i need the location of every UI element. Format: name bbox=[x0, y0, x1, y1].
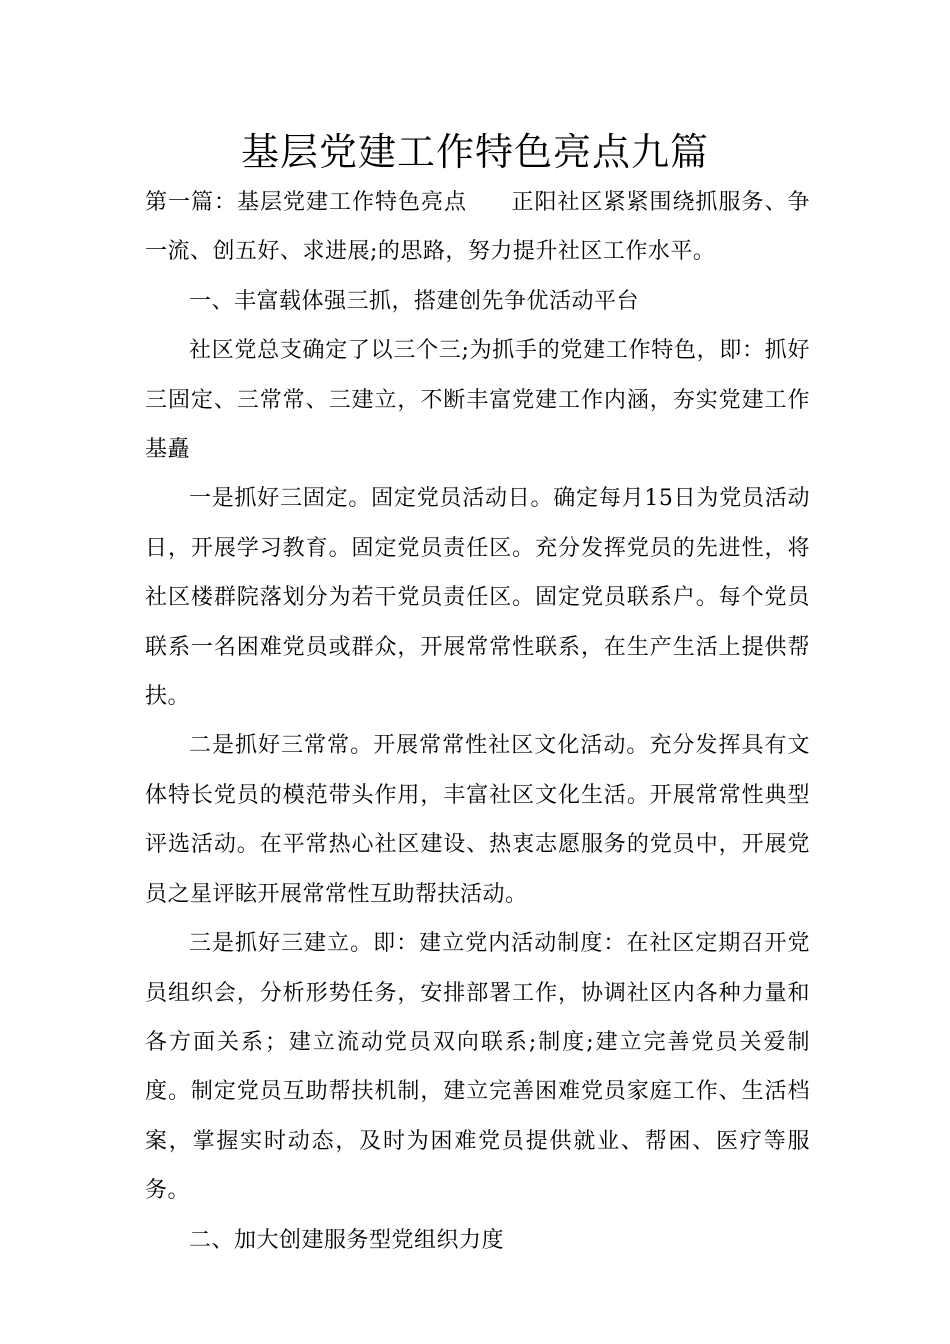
first-article-heading: 第一篇：基层党建工作特色亮点 bbox=[145, 190, 467, 215]
section-heading-1: 一、丰富载体强三抓，搭建创先争优活动平台 bbox=[189, 288, 640, 314]
body-paragraph: 一是抓好三固定。固定党员活动日。确定每月15日为党员活动日，开展学习教育。固定党员责任区。充分发挥党员的先进性，将社区楼群院落划分为若干党员责任区。固定党员联系户。每个党员联系一名困难党员或群众，开展常常性联系，在生产生活上提供帮扶。 bbox=[145, 486, 810, 710]
document-body bbox=[145, 178, 810, 1265]
body-paragraph: 三是抓好三建立。即：建立党内活动制度：在社区定期召开党员组织会，分析形势任务，安排部署工作，协调社区内各种力量和各方面关系；建立流动党员双向联系;制度;建立完善党员关爱制度。制定党员互助帮扶机制，建立完善困难党员家庭工作、生活档案，掌握实时动态，及时为困难党员提供就业、帮困、医疗等服务。 bbox=[145, 931, 810, 1204]
document-title: 基层党建工作特色亮点九篇 bbox=[240, 130, 709, 174]
intro-text: 正阳社区紧紧围绕抓服务、争一流、创五好、求进展;的思路，努力提升社区工作水平。 bbox=[145, 190, 810, 265]
body-paragraph: 社区党总支确定了以三个三;为抓手的党建工作特色，即：抓好三固定、三常常、三建立，不断丰富党建工作内涵，夯实党建工作基矗 bbox=[145, 338, 810, 463]
intro-paragraph bbox=[145, 178, 810, 277]
body-paragraph: 二是抓好三常常。开展常常性社区文化活动。充分发挥具有文体特长党员的模范带头作用，丰富社区文化生活。开展常常性典型评选活动。在平常热心社区建设、热衷志愿服务的党员中，开展党员之星评眩开展常常性互助帮扶活动。 bbox=[145, 733, 810, 907]
section-heading-2: 二、加大创建服务型党组织力度 bbox=[189, 1227, 505, 1253]
